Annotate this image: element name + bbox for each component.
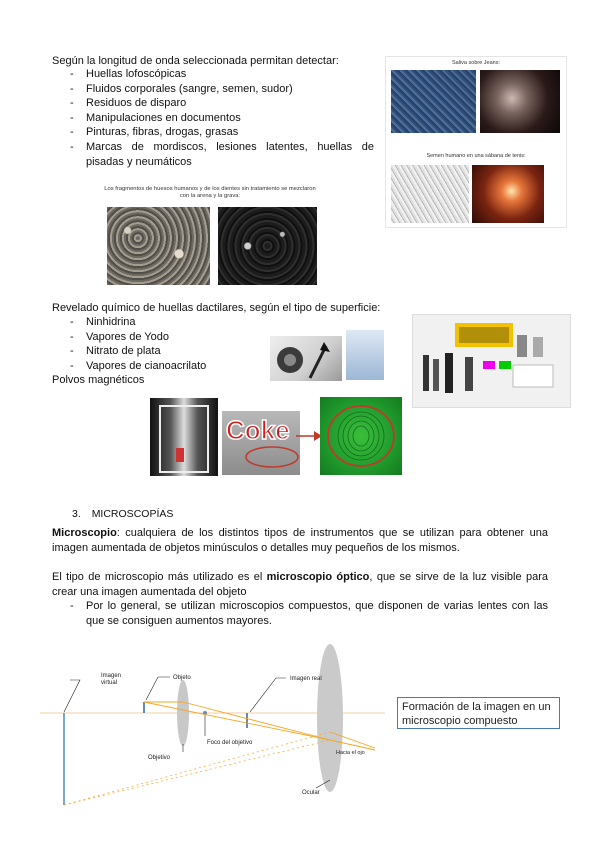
section-number: 3. — [72, 508, 81, 520]
list-item: - Nitrato de plata — [52, 344, 292, 359]
optical-list — [52, 599, 548, 628]
list-item: - Vapores de Yodo — [52, 330, 292, 345]
label-virtual-text: Imagen — [101, 673, 122, 679]
brush-kit-photo — [270, 336, 342, 381]
bones-photo-uv — [218, 207, 317, 285]
list-item: - Por lo general, se utilizan microscopios compuestos, que disponen de varias lentes con las que se consiguen aumentos mayores. — [52, 599, 548, 628]
label-virtual-image: Imagen virtual — [101, 673, 122, 686]
optical-text-pre: El tipo de microscopio más utilizado es el — [52, 571, 267, 583]
label-object: Objeto — [173, 675, 191, 681]
fuming-chamber-photo — [150, 398, 218, 476]
objective-lens — [177, 680, 189, 746]
semen-photo-normal — [391, 165, 469, 223]
list-item: - Residuos de disparo — [52, 96, 374, 111]
saliva-photo-normal — [391, 70, 476, 133]
list-item: - Pinturas, fibras, drogas, grasas — [52, 125, 374, 140]
saliva-photo-uv — [480, 70, 560, 133]
svg-text:Coke: Coke — [226, 415, 290, 445]
revelado-extra: Polvos magnéticos — [52, 374, 145, 386]
iodine-photo — [346, 330, 384, 380]
label-objective: Objetivo — [148, 755, 171, 761]
list-item: - Huellas lofoscópicas — [52, 67, 374, 82]
optical-term: microscopio óptico — [266, 571, 370, 583]
microscope-definition — [52, 526, 548, 556]
revelado-list — [52, 315, 292, 373]
semen-caption: Semen humano en una sábana de tenis: — [426, 153, 526, 159]
diagram-caption-box — [397, 697, 560, 729]
definition-text: : cualquiera de los distintos tipos de instrumentos que se utilizan para obtener una imagen aumentada de objetos minúsculos o detalles muy pequeños de los mismos. — [52, 527, 548, 554]
label-real-image: Imagen real — [290, 676, 322, 682]
optical-paragraph — [52, 570, 548, 599]
virtual-rays — [64, 732, 330, 805]
label-focus: Foco del objetivo — [207, 740, 253, 746]
coke-can-photo — [222, 411, 300, 475]
label-to-eye: Hacia el ojo — [336, 750, 365, 756]
bones-photo-normal — [107, 207, 210, 285]
ocular-lens — [317, 644, 343, 792]
microscope-diagram — [40, 640, 385, 815]
list-item: - Vapores de cianoacrilato — [52, 359, 292, 374]
fluids-figure — [385, 56, 567, 228]
list-item: - Ninhidrina — [52, 315, 292, 330]
fingerprint-green-photo — [320, 397, 402, 475]
list-item: - Manipulaciones en documentos — [52, 111, 374, 126]
optical-text-post: , que se sirve de la luz visible para crear una imagen aumentada del objeto — [52, 571, 548, 598]
bones-caption: Los fragmentos de huesos humanos y de los dientes sin tratamiento se mezclaron con la arena y la grava: — [104, 186, 316, 199]
label-ocular: Ocular — [302, 790, 320, 796]
list-item: - Fluidos corporales (sangre, semen, sudor) — [52, 82, 374, 97]
fingerprint-kit-photo — [412, 314, 571, 408]
list-item: - Marcas de mordiscos, lesiones latentes, huellas de pisadas y neumáticos — [52, 140, 374, 169]
arrow-right-icon — [296, 430, 322, 442]
saliva-caption: Saliva sobre Jeans: — [452, 60, 500, 66]
semen-photo-uv — [472, 165, 544, 223]
detect-intro: Según la longitud de onda seleccionada permitan detectar: — [52, 55, 339, 67]
section-heading — [72, 508, 173, 520]
detect-list — [52, 67, 374, 169]
section-title: MICROSCOPÍAS — [91, 508, 174, 520]
diagram-caption: Formación de la imagen en un microscopio compuesto — [402, 701, 551, 727]
definition-term: Microscopio — [52, 527, 117, 539]
revelado-intro: Revelado químico de huellas dactilares, según el tipo de superficie: — [52, 302, 381, 314]
